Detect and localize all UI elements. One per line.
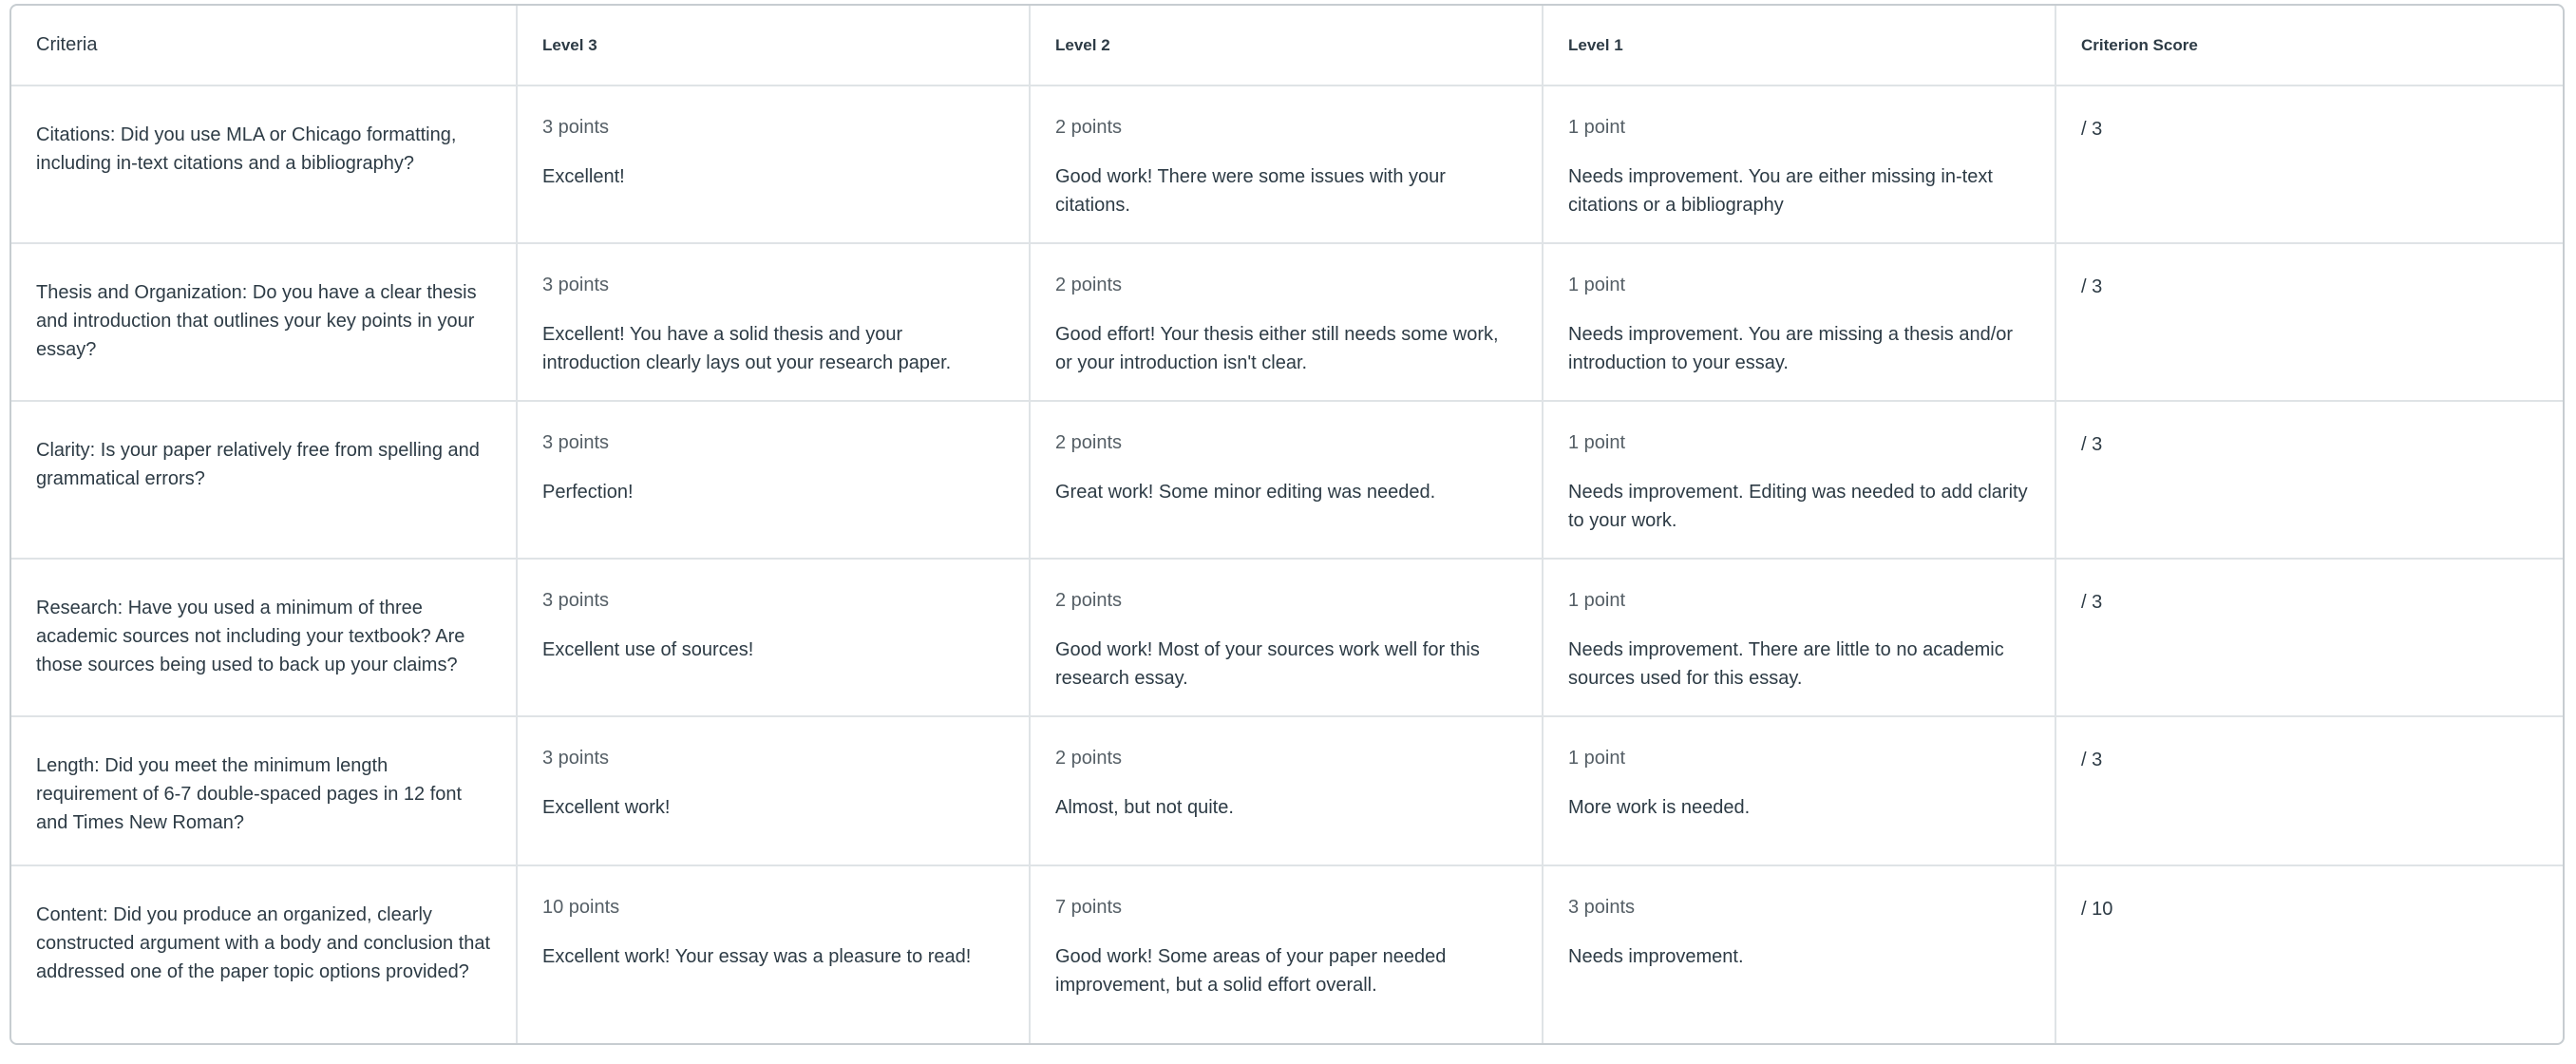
rubric-row-content xyxy=(11,865,2563,1043)
criterion-description: Content: Did you produce an organized, clearly constructed argument with a body and conclusion that addressed one of the paper topic options provided? xyxy=(11,865,517,1043)
rating-level-3 xyxy=(517,243,1030,401)
rating-level-1 xyxy=(1543,559,2055,716)
rubric-row-citations xyxy=(11,86,2563,243)
rating-level-3 xyxy=(517,401,1030,559)
criterion-description: Length: Did you meet the minimum length requirement of 6-7 double-spaced pages in 12 font and Times New Roman? xyxy=(11,716,517,865)
criterion-score: / 3 xyxy=(2055,243,2563,401)
criterion-score: / 10 xyxy=(2081,899,2113,920)
rating-description: Needs improvement. There are little to no academic sources used for this essay. xyxy=(1568,639,2004,689)
rating-level-2 xyxy=(1030,559,1543,716)
rating-points: 2 points xyxy=(1055,748,1123,769)
rating-description: Perfection! xyxy=(542,482,634,503)
rating-level-1 xyxy=(1543,401,2055,559)
rating-description: Good work! Some areas of your paper needed improvement, but a solid effort overall. xyxy=(1055,946,1447,996)
rubric-row-length xyxy=(11,716,2563,865)
rating-description: Needs improvement. xyxy=(1568,946,1744,967)
criterion-score: / 3 xyxy=(2055,716,2563,865)
rating-level-2 xyxy=(1030,716,1543,865)
rating-level-2 xyxy=(1030,243,1543,401)
rating-points: 2 points xyxy=(1055,590,1123,611)
criterion-description: Clarity: Is your paper relatively free from spelling and grammatical errors? xyxy=(11,401,517,559)
rubric-header-row xyxy=(11,6,2563,86)
rating-points: 3 points xyxy=(542,117,610,138)
rating-points: 1 point xyxy=(1568,748,1626,769)
criterion-score: / 3 xyxy=(2055,401,2563,559)
rating-description: Excellent work! Your essay was a pleasure to read! xyxy=(542,946,972,967)
rating-description: Excellent! You have a solid thesis and your introduction clearly lays out your research paper. xyxy=(542,324,952,373)
rating-level-2 xyxy=(1030,401,1543,559)
criterion-description: Research: Have you used a minimum of three academic sources not including your textbook? Are those sources being used to back up your claims? xyxy=(11,559,517,716)
rating-points: 10 points xyxy=(542,897,620,918)
rating-description: Needs improvement. You are either missing in-text citations or a bibliography xyxy=(1568,166,1993,216)
rating-level-3 xyxy=(517,716,1030,865)
rating-level-3 xyxy=(517,86,1030,243)
rating-points: 1 point xyxy=(1568,590,1626,611)
rating-points: 3 points xyxy=(542,748,610,769)
rubric-row-clarity xyxy=(11,401,2563,559)
rating-description: More work is needed. xyxy=(1568,797,1751,818)
rubric-table-container xyxy=(9,4,2565,1045)
rating-level-3 xyxy=(517,559,1030,716)
header-level-3: Level 3 xyxy=(517,6,1030,86)
header-criterion-score: Criterion Score xyxy=(2055,6,2563,86)
criterion-score: / 3 xyxy=(2055,86,2563,243)
rating-points: 3 points xyxy=(1568,897,1636,918)
rating-level-1 xyxy=(1543,243,2055,401)
rating-description: Good effort! Your thesis either still needs some work, or your introduction isn't clear. xyxy=(1055,324,1499,373)
rating-description: Great work! Some minor editing was needed. xyxy=(1055,482,1436,503)
rating-description: Excellent work! xyxy=(542,797,671,818)
rubric-row-research xyxy=(11,559,2563,716)
rating-level-1 xyxy=(1543,716,2055,865)
header-criteria: Criteria xyxy=(11,6,517,86)
criterion-description: Citations: Did you use MLA or Chicago formatting, including in-text citations and a bibliography? xyxy=(11,86,517,243)
rating-description: Excellent! xyxy=(542,166,625,187)
rating-points: 7 points xyxy=(1055,897,1123,918)
rating-description: Needs improvement. You are missing a thesis and/or introduction to your essay. xyxy=(1568,324,2014,373)
header-level-2: Level 2 xyxy=(1030,6,1543,86)
rating-description: Needs improvement. Editing was needed to add clarity to your work. xyxy=(1568,482,2028,531)
rating-points: 2 points xyxy=(1055,275,1123,295)
rating-level-1 xyxy=(1543,86,2055,243)
rating-level-3 xyxy=(517,865,1030,1043)
rating-points: 2 points xyxy=(1055,432,1123,453)
rating-description: Good work! Most of your sources work well for this research essay. xyxy=(1055,639,1480,689)
criterion-score: / 3 xyxy=(2055,559,2563,716)
rubric-row-thesis xyxy=(11,243,2563,401)
rating-level-2 xyxy=(1030,86,1543,243)
rating-points: 1 point xyxy=(1568,275,1626,295)
rating-points: 3 points xyxy=(542,432,610,453)
criterion-description: Thesis and Organization: Do you have a clear thesis and introduction that outlines your key points in your essay? xyxy=(11,243,517,401)
rating-description: Excellent use of sources! xyxy=(542,639,754,660)
rating-points: 1 point xyxy=(1568,432,1626,453)
rating-level-2 xyxy=(1030,865,1543,1043)
rating-points: 3 points xyxy=(542,590,610,611)
rating-level-1 xyxy=(1543,865,2055,1043)
rating-description: Good work! There were some issues with your citations. xyxy=(1055,166,1446,216)
rubric-table xyxy=(11,6,2563,1043)
header-level-1: Level 1 xyxy=(1543,6,2055,86)
rating-description: Almost, but not quite. xyxy=(1055,797,1234,818)
rating-points: 2 points xyxy=(1055,117,1123,138)
rating-points: 1 point xyxy=(1568,117,1626,138)
rating-points: 3 points xyxy=(542,275,610,295)
